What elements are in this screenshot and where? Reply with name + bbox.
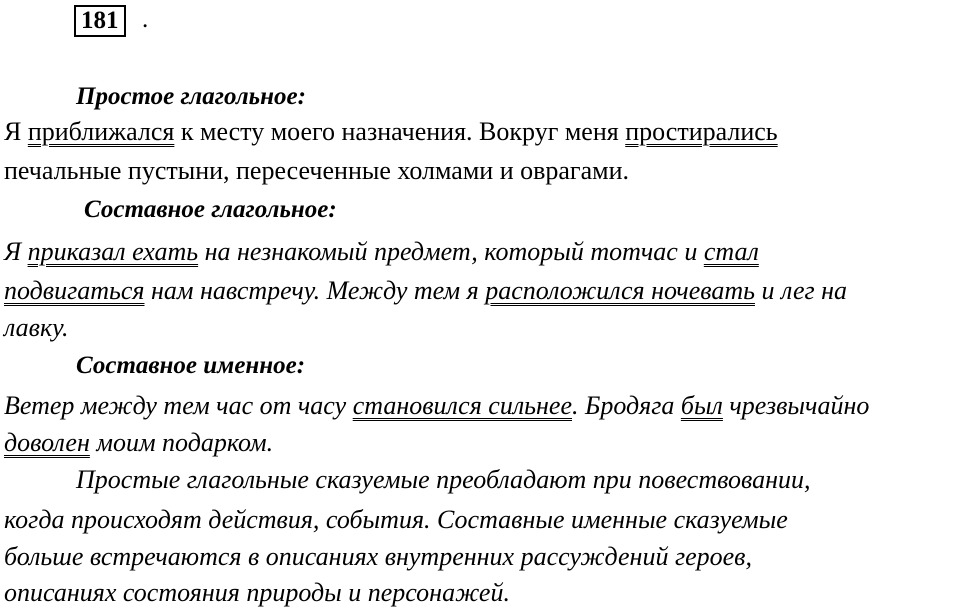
predicate: приближался	[27, 117, 175, 146]
text-line: доволен моим подарком.	[4, 428, 274, 457]
conclusion-line: описаниях состояния природы и персонажей.	[4, 578, 510, 607]
conclusion-line: Простые глагольные сказуемые преобладают при повествовании,	[76, 465, 811, 494]
exercise-number-box	[74, 5, 126, 37]
exercise-number-dot: .	[142, 6, 149, 33]
exercise-number: 181	[81, 7, 119, 34]
text-line: Я приказал ехать на незнакомый предмет, который тотчас и стал	[4, 237, 759, 266]
predicate: стал	[703, 237, 759, 266]
text-line: лавку.	[4, 313, 69, 342]
predicate: подвигаться	[4, 276, 145, 305]
text-line: подвигаться нам навстречу. Между тем я расположился ночевать и лег на	[4, 276, 848, 305]
predicate: простирались	[625, 117, 778, 146]
section-heading-simple-verbal: Простое глагольное:	[76, 83, 306, 110]
text-line: печальные пустыни, пересеченные холмами и оврагами.	[4, 156, 629, 185]
predicate: приказал ехать	[27, 237, 199, 266]
conclusion-line: когда происходят действия, события. Составные именные сказуемые	[4, 505, 788, 534]
text-line: Ветер между тем час от часу становился сильнее. Бродяга был чрезвычайно	[4, 391, 870, 420]
text-line: Я приближался к месту моего назначения. Вокруг меня простирались	[4, 117, 778, 146]
predicate: становился сильнее	[352, 391, 572, 420]
predicate: расположился ночевать	[485, 276, 755, 305]
section-heading-compound-nominal: Составное именное:	[76, 352, 306, 379]
predicate: доволен	[4, 428, 90, 457]
section-heading-compound-verbal: Составное глагольное:	[84, 196, 337, 223]
conclusion-line: больше встречаются в описаниях внутренних рассуждений героев,	[4, 542, 752, 571]
predicate: был	[680, 391, 723, 420]
